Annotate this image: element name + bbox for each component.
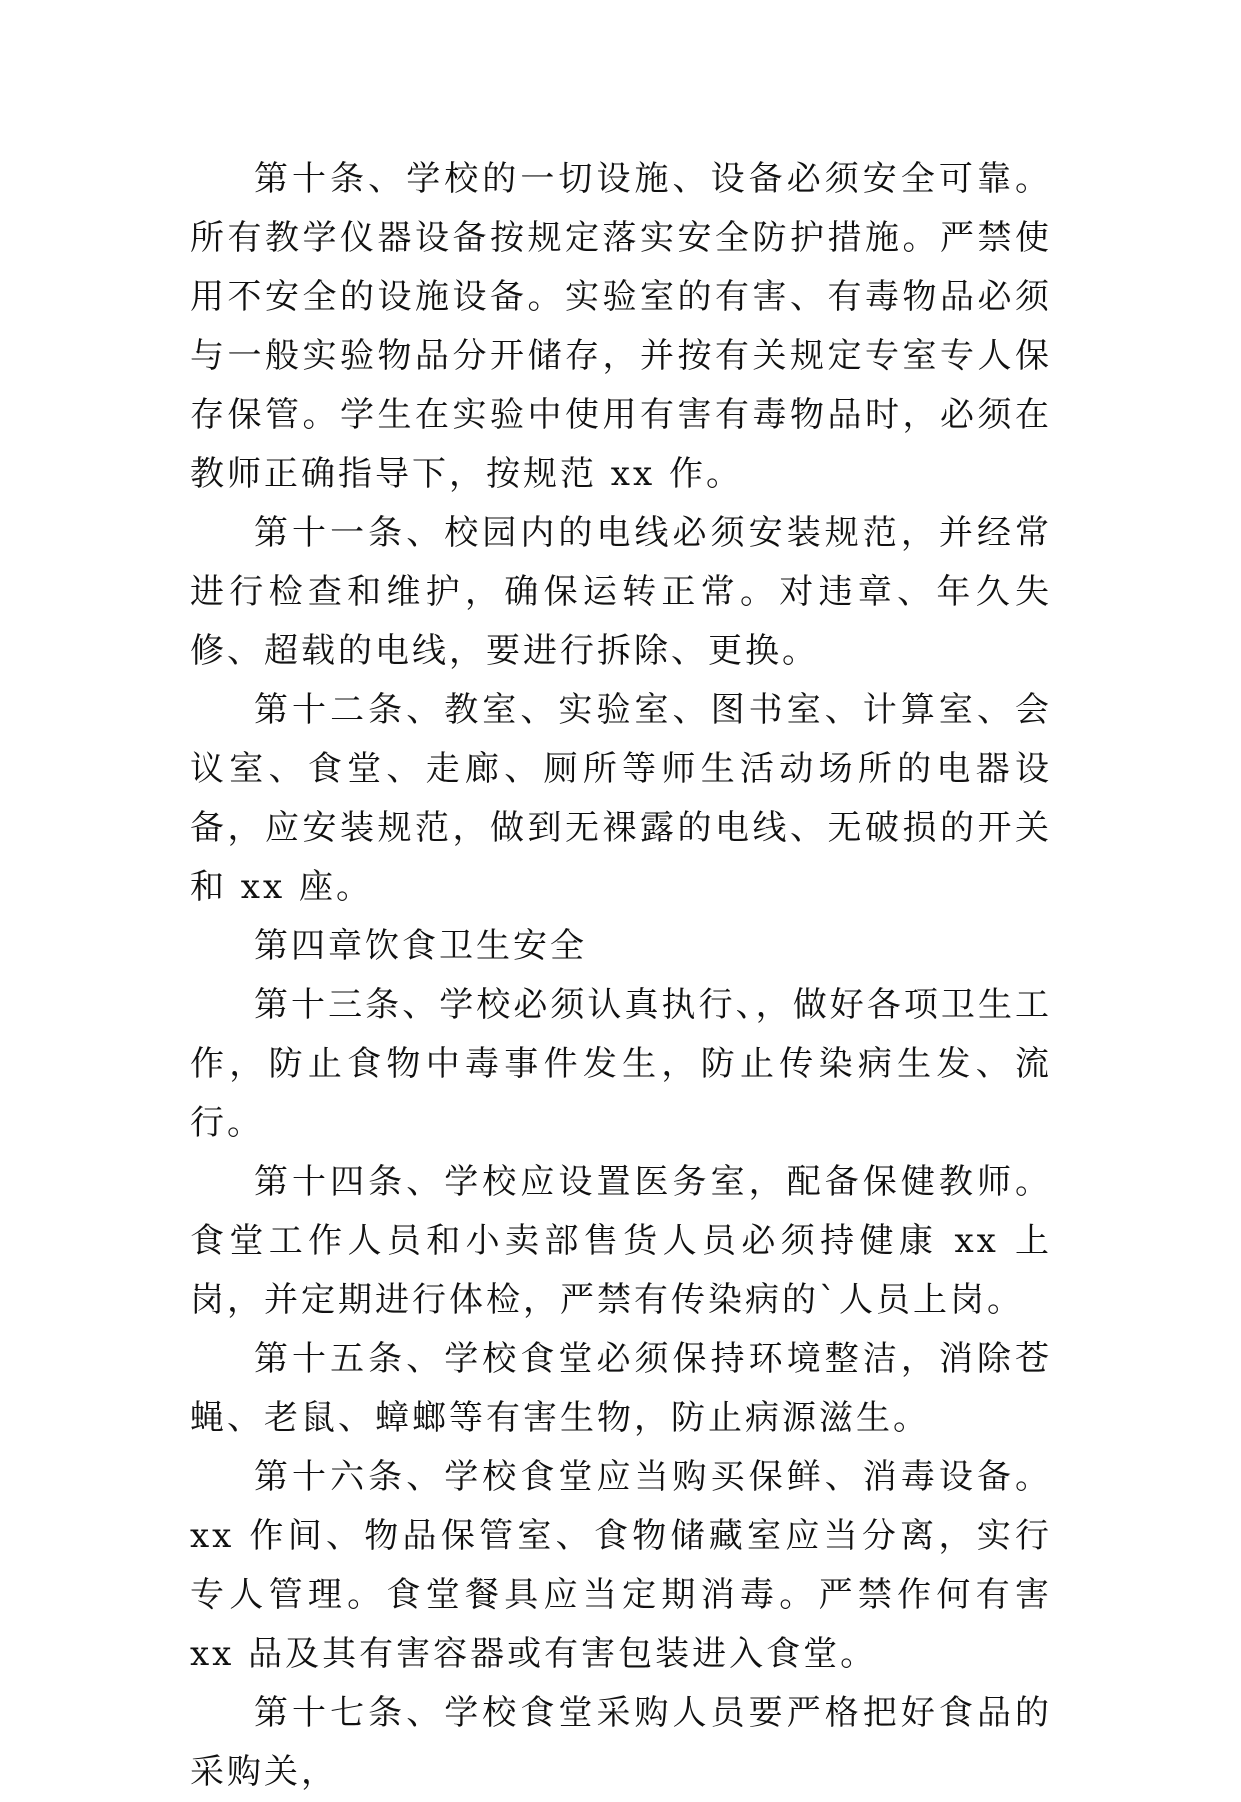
article-12-paragraph: 第十二条、教室、实验室、图书室、计算室、会议室、食堂、走廊、厕所等师生活动场所的电器设备，应安装规范，做到无裸露的电线、无破损的开关和 xx 座。 [190,690,1052,907]
article-17-paragraph: 第十七条、学校食堂采购人员要严格把好食品的采购关， [190,1693,1052,1792]
article-11-paragraph: 第十一条、校园内的电线必须安装规范，并经常进行检查和维护，确保运转正常。对违章、年久失修、超载的电线，要进行拆除、更换。 [190,513,1052,671]
article-13-paragraph: 第十三条、学校必须认真执行、，做好各项卫生工作，防止食物中毒事件发生，防止传染病生发、流行。 [190,985,1052,1143]
document-page [190,150,1052,1802]
article-16-paragraph: 第十六条、学校食堂应当购买保鲜、消毒设备。xx 作间、物品保管室、食物储藏室应当分离，实行专人管理。食堂餐具应当定期消毒。严禁作何有害 xx 品及其有害容器或有害包装进入食堂。 [190,1457,1052,1674]
article-14-paragraph: 第十四条、学校应设置医务室，配备保健教师。食堂工作人员和小卖部售货人员必须持健康 xx 上岗，并定期进行体检，严禁有传染病的`人员上岗。 [190,1162,1052,1320]
article-10-paragraph: 第十条、学校的一切设施、设备必须安全可靠。所有教学仪器设备按规定落实安全防护措施。严禁使用不安全的设施设备。实验室的有害、有毒物品必须与一般实验物品分开储存，并按有关规定专室专人保存保管。学生在实验中使用有害有毒物品时，必须在教师正确指导下，按规范 xx 作。 [190,159,1052,494]
chapter-4-heading: 第四章饮食卫生安全 [254,926,587,966]
article-15-paragraph: 第十五条、学校食堂必须保持环境整洁，消除苍蝇、老鼠、蟑螂等有害生物，防止病源滋生。 [190,1339,1052,1438]
